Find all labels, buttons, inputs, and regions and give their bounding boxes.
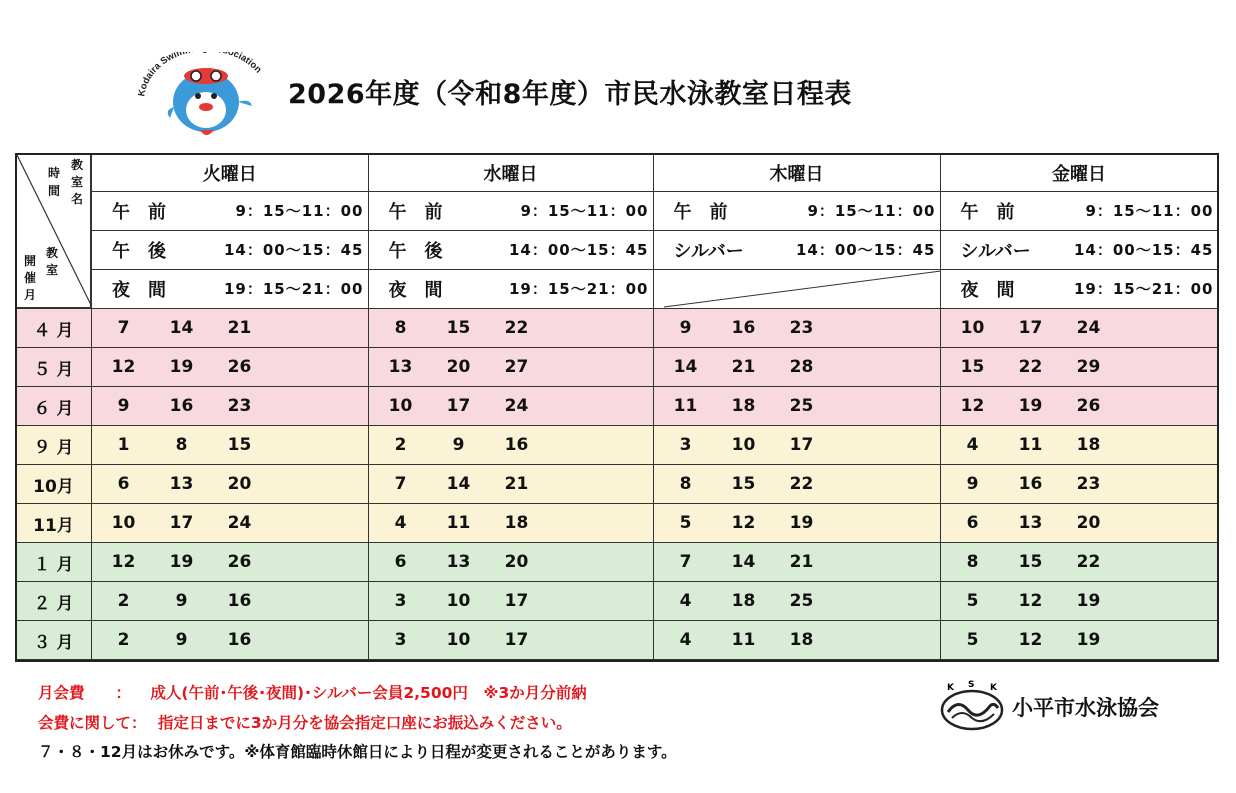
slot-row-evening [16, 269, 1218, 308]
dates-cell-thu [653, 308, 940, 348]
wave-emblem-icon [938, 680, 1008, 732]
date-value: 10 [960, 317, 985, 338]
date-value: 15 [960, 357, 985, 377]
slot-cell: 午 後 14：00～15：45 [91, 230, 368, 269]
date-value: 13 [388, 357, 413, 377]
date-value: 23 [1076, 474, 1101, 494]
date-value: 22 [504, 317, 529, 338]
dates-cell-thu [653, 348, 940, 387]
month-cell: ２ 月 [16, 582, 91, 621]
dates-cell-wed [368, 504, 653, 543]
date-value: 12 [1018, 630, 1043, 650]
date-value: 12 [111, 552, 136, 572]
day-header-friday: 金曜日 [940, 154, 1218, 191]
date-value: 19 [169, 552, 194, 572]
month-cell: ９ 月 [16, 426, 91, 465]
date-value: 20 [504, 552, 529, 572]
date-value: 2 [117, 630, 130, 650]
dates-cell-wed [368, 308, 653, 348]
date-value: 18 [731, 591, 756, 611]
date-value: 18 [1076, 435, 1101, 455]
date-value: 27 [504, 357, 529, 377]
date-value: 9 [117, 396, 130, 416]
date-value: 18 [789, 630, 814, 650]
logo-arc-text: Kodaira Swim ociation [136, 52, 264, 98]
date-value: 28 [789, 357, 814, 377]
day-header-thursday: 木曜日 [653, 154, 940, 191]
dates-cell-wed [368, 465, 653, 504]
dates-cell-thu [653, 543, 940, 582]
date-value: 13 [446, 552, 471, 572]
date-value: 19 [169, 357, 194, 377]
date-value: 2 [117, 591, 130, 611]
dates-cell-wed [368, 387, 653, 426]
date-value: 20 [446, 357, 471, 377]
svg-text:S: S [968, 680, 975, 690]
date-value: 26 [227, 357, 252, 377]
date-value: 9 [679, 317, 692, 338]
slot-cell: 夜 間 19：15～21：00 [368, 269, 653, 308]
slot-cell: 午 前 9：15～11：00 [368, 191, 653, 230]
dates-cell-tue [91, 465, 368, 504]
date-value: 25 [789, 396, 814, 416]
date-value: 10 [111, 513, 136, 533]
table-row [16, 387, 1218, 426]
date-value: 14 [731, 552, 756, 572]
table-row [16, 504, 1218, 543]
date-value: 23 [789, 317, 814, 338]
date-value: 11 [446, 513, 471, 533]
header-corner-cell: 時 間 教 室 名 開 催 月 教 室 [16, 154, 91, 308]
date-value: 18 [504, 513, 529, 533]
date-value: 15 [1018, 552, 1043, 572]
date-value: 3 [679, 435, 692, 455]
dates-cell-fri [940, 582, 1218, 621]
date-value: 26 [1076, 396, 1101, 416]
svg-text:K: K [947, 683, 954, 693]
date-value: 6 [117, 474, 130, 494]
date-value: 9 [175, 591, 188, 611]
date-value: 10 [446, 630, 471, 650]
slot-cell: 午 前 9：15～11：00 [91, 191, 368, 230]
month-cell: 11月 [16, 504, 91, 543]
dates-cell-tue [91, 621, 368, 660]
payment-note [38, 711, 572, 733]
dates-cell-fri [940, 426, 1218, 465]
slot-cell: シルバー 14：00～15：45 [653, 230, 940, 269]
table-row [16, 465, 1218, 504]
slot-cell: 夜 間 19：15～21：00 [940, 269, 1218, 308]
date-value: 21 [789, 552, 814, 572]
date-value: 4 [966, 435, 979, 455]
month-cell: ５ 月 [16, 348, 91, 387]
schedule-rows [16, 308, 1218, 660]
date-value: 19 [1076, 630, 1101, 650]
date-value: 14 [673, 357, 698, 377]
table-row [16, 543, 1218, 582]
date-value: 5 [966, 591, 979, 611]
date-value: 3 [394, 630, 407, 650]
date-value: 17 [504, 591, 529, 611]
date-value: 8 [175, 435, 188, 455]
date-value: 9 [966, 474, 979, 494]
date-value: 21 [227, 317, 252, 338]
date-value: 24 [227, 513, 252, 533]
fee-note [38, 681, 587, 703]
dates-cell-tue [91, 308, 368, 348]
date-value: 8 [966, 552, 979, 572]
dates-cell-fri [940, 504, 1218, 543]
date-value: 20 [1076, 513, 1101, 533]
slot-cell: シルバー 14：00～15：45 [940, 230, 1218, 269]
payment-text: 指定日までに3か月分を協会指定口座にお振込みください。 [157, 714, 572, 732]
month-cell: ３ 月 [16, 621, 91, 660]
date-value: 22 [1018, 357, 1043, 377]
date-value: 15 [731, 474, 756, 494]
date-value: 8 [679, 474, 692, 494]
date-value: 3 [394, 591, 407, 611]
fee-text: 成人(午前･午後･夜間)･シルバー会員2,500円 ※3か月分前納 [150, 684, 587, 702]
dates-cell-fri [940, 621, 1218, 660]
dates-cell-wed [368, 543, 653, 582]
date-value: 7 [394, 474, 407, 494]
date-value: 17 [504, 630, 529, 650]
date-value: 2 [394, 435, 407, 455]
dates-cell-tue [91, 582, 368, 621]
date-value: 15 [446, 317, 471, 338]
dates-cell-tue [91, 504, 368, 543]
date-value: 16 [1018, 474, 1043, 494]
date-value: 1 [117, 435, 130, 455]
date-value: 7 [679, 552, 692, 572]
date-value: 19 [789, 513, 814, 533]
dates-cell-wed [368, 348, 653, 387]
slot-cell-none [653, 269, 940, 308]
date-value: 9 [452, 435, 465, 455]
date-value: 22 [789, 474, 814, 494]
table-row [16, 308, 1218, 348]
day-header-wednesday: 水曜日 [368, 154, 653, 191]
dates-cell-wed [368, 426, 653, 465]
schedule-table [15, 153, 1219, 660]
date-value: 14 [169, 317, 194, 338]
date-value: 11 [731, 630, 756, 650]
dolphin-mascot-icon [168, 68, 252, 135]
date-value: 16 [227, 591, 252, 611]
date-value: 19 [1076, 591, 1101, 611]
date-value: 10 [446, 591, 471, 611]
date-value: 24 [1076, 317, 1101, 338]
dates-cell-fri [940, 465, 1218, 504]
dates-cell-fri [940, 387, 1218, 426]
day-header-tuesday: 火曜日 [91, 154, 368, 191]
dates-cell-tue [91, 543, 368, 582]
date-value: 17 [169, 513, 194, 533]
month-cell: ４ 月 [16, 308, 91, 348]
table-row [16, 582, 1218, 621]
fee-label: 月会費 ： [38, 684, 132, 702]
table-row [16, 348, 1218, 387]
dates-cell-fri [940, 308, 1218, 348]
dates-cell-thu [653, 465, 940, 504]
slot-row-afternoon [16, 230, 1218, 269]
month-cell: １ 月 [16, 543, 91, 582]
month-cell: ６ 月 [16, 387, 91, 426]
dates-cell-tue [91, 387, 368, 426]
dates-cell-thu [653, 426, 940, 465]
month-cell: 10月 [16, 465, 91, 504]
date-value: 17 [446, 396, 471, 416]
page-title: 2026年度（令和8年度）市民水泳教室日程表 [288, 79, 852, 110]
date-value: 11 [1018, 435, 1043, 455]
date-value: 18 [731, 396, 756, 416]
mascot-logo [130, 52, 280, 144]
date-value: 21 [731, 357, 756, 377]
date-value: 25 [789, 591, 814, 611]
date-value: 21 [504, 474, 529, 494]
date-value: 12 [960, 396, 985, 416]
date-value: 16 [731, 317, 756, 338]
date-value: 7 [117, 317, 130, 338]
date-value: 15 [227, 435, 252, 455]
date-value: 11 [673, 396, 698, 416]
dates-cell-tue [91, 348, 368, 387]
dates-cell-thu [653, 582, 940, 621]
date-value: 16 [169, 396, 194, 416]
date-value: 4 [679, 630, 692, 650]
slot-cell: 夜 間 19：15～21：00 [91, 269, 368, 308]
date-value: 10 [388, 396, 413, 416]
date-value: 12 [111, 357, 136, 377]
dates-cell-wed [368, 582, 653, 621]
date-value: 20 [227, 474, 252, 494]
dates-cell-fri [940, 348, 1218, 387]
date-value: 16 [227, 630, 252, 650]
date-value: 16 [504, 435, 529, 455]
date-value: 13 [169, 474, 194, 494]
date-value: 17 [789, 435, 814, 455]
slot-cell: 午 前 9：15～11：00 [940, 191, 1218, 230]
date-value: 5 [679, 513, 692, 533]
dates-cell-thu [653, 387, 940, 426]
date-value: 4 [394, 513, 407, 533]
dates-cell-wed [368, 621, 653, 660]
date-value: 9 [175, 630, 188, 650]
date-value: 12 [731, 513, 756, 533]
dates-cell-fri [940, 543, 1218, 582]
date-value: 23 [227, 396, 252, 416]
slot-cell: 午 前 9：15～11：00 [653, 191, 940, 230]
date-value: 10 [731, 435, 756, 455]
date-value: 5 [966, 630, 979, 650]
dates-cell-thu [653, 504, 940, 543]
date-value: 19 [1018, 396, 1043, 416]
payment-label: 会費に関して： [38, 714, 147, 732]
date-value: 13 [1018, 513, 1043, 533]
table-row [16, 621, 1218, 660]
date-value: 14 [446, 474, 471, 494]
table-row [16, 426, 1218, 465]
date-value: 24 [504, 396, 529, 416]
date-value: 8 [394, 317, 407, 338]
dates-cell-tue [91, 426, 368, 465]
date-value: 6 [966, 513, 979, 533]
date-value: 6 [394, 552, 407, 572]
date-value: 29 [1076, 357, 1101, 377]
svg-text:K: K [990, 683, 997, 693]
slot-cell: 午 後 14：00～15：45 [368, 230, 653, 269]
date-value: 26 [227, 552, 252, 572]
organization-name: 小平市水泳協会 [1012, 696, 1159, 720]
dates-cell-thu [653, 621, 940, 660]
slot-row-morning [16, 191, 1218, 230]
holiday-note: ７・８・12月はお休みです。※体育館臨時休館日により日程が変更されることがあります。 [38, 743, 677, 761]
date-value: 12 [1018, 591, 1043, 611]
date-value: 4 [679, 591, 692, 611]
date-value: 17 [1018, 317, 1043, 338]
date-value: 22 [1076, 552, 1101, 572]
